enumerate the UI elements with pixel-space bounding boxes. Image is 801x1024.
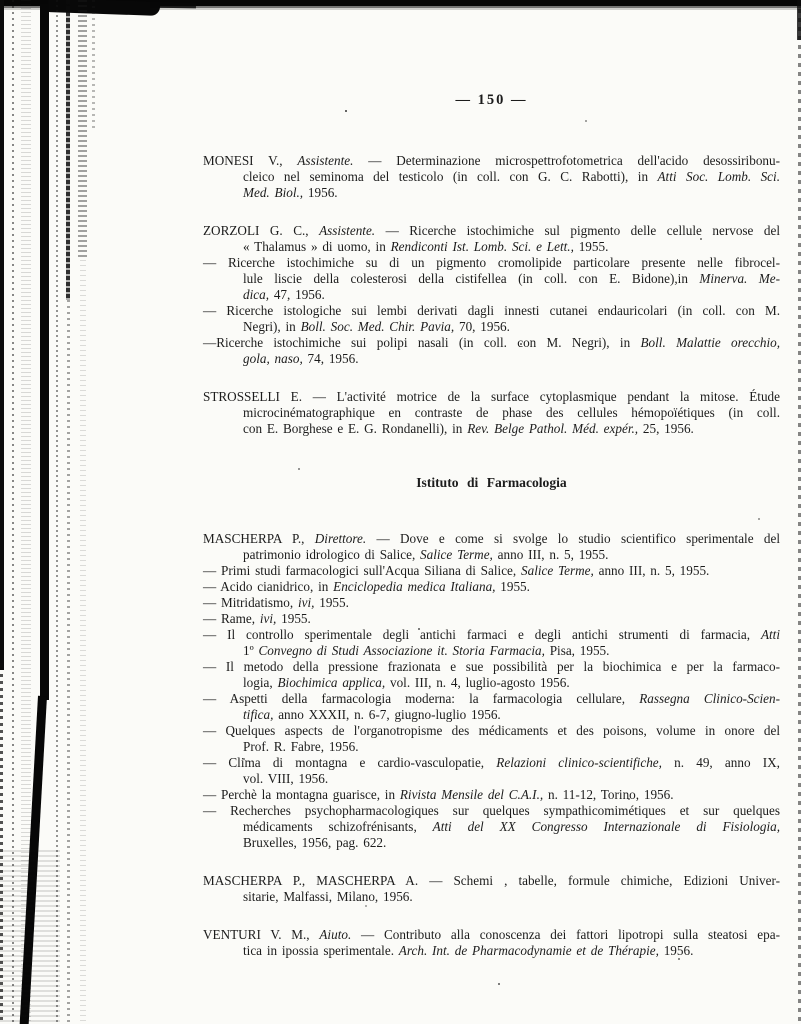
- bib-entry: [203, 627, 780, 659]
- bib-entry-line: STROSSELLI E. — L'activité motrice de la surface cytoplasmique pendant la mitose. Étude: [203, 389, 780, 404]
- bib-entry: [203, 787, 780, 803]
- left-binding-streak: [0, 0, 4, 670]
- left-binding-speckle: [78, 0, 87, 260]
- bib-entry-line: dica, 47, 1956.: [243, 287, 325, 302]
- bib-entry-line: « Thalamus » di uomo, in Rendiconti Ist. Lomb. Sci. e Lett., 1955.: [243, 239, 609, 254]
- ink-speckles: [0, 0, 2, 2]
- bib-entry-line: VENTURI V. M., Aiuto. — Contributo alla conoscenza dei fattori lipotropi sulla steatosi epa-: [203, 927, 780, 942]
- bib-entry-line: — Perchè la montagna guarisce, in Rivista Mensile del C.A.I., n. 11-12, Torino, 1956.: [203, 787, 674, 802]
- bib-entry-line: Negri), in Boll. Soc. Med. Chir. Pavia, 70, 1956.: [243, 319, 510, 334]
- bib-entry-line: — Il controllo sperimentale degli antichi farmaci e degli antichi strumenti di farmacia, Atti: [203, 627, 780, 642]
- bib-entry-line: MONESI V., Assistente. — Determinazione microspettrofotometrica dell'acido desossiribonu-: [203, 153, 780, 168]
- bib-entry-line: Bruxelles, 1956, pag. 622.: [243, 835, 387, 850]
- bib-entry: [203, 595, 780, 611]
- right-edge-scan-artifact: [797, 0, 801, 40]
- bib-entry: [203, 611, 780, 627]
- bib-entry: [203, 389, 780, 437]
- bib-entry: [203, 563, 780, 579]
- bib-entry: [203, 803, 780, 851]
- bottom-left-speckle: [0, 850, 60, 1024]
- bib-entry-line: ZORZOLI G. C., Assistente. — Ricerche istochimiche sul pigmento delle cellule nervose del: [203, 223, 780, 238]
- page-number: — 150 —: [455, 92, 528, 108]
- bib-entry-line: —Ricerche istochimiche sui polipi nasali (in coll. con M. Negri), in Boll. Malattie orecchio,: [203, 335, 780, 350]
- left-binding-streak: [66, 0, 70, 300]
- left-binding-speckle: [92, 0, 95, 130]
- bib-entry-line: gola, naso, 74, 1956.: [243, 351, 359, 366]
- bib-entry-line: 1º Convegno di Studi Associazione it. Storia Farmacia, Pisa, 1955.: [243, 643, 610, 658]
- bib-entry-line: — Recherches psychopharmacologiques sur quelques sympathicomimétiques et sur quelques: [203, 803, 780, 818]
- bib-entry-line: — Clima di montagna e cardio-vasculopatie, Relazioni clinico-scientifiche, n. 49, anno IX,: [203, 755, 780, 770]
- bib-entry-line: — Ricerche istochimiche su di un pigmento cromolipide particolare presente nelle fibrocel-: [203, 255, 780, 270]
- bib-entry-line: vol. VIII, 1956.: [243, 771, 329, 786]
- bib-entry: [203, 873, 780, 905]
- bib-entry-line: lule liscie della colesterosi della cistifellea (in coll. con E. Bidone),in Minerva. Me-: [243, 271, 781, 286]
- bib-entry: [203, 531, 780, 563]
- left-binding-streak: [56, 0, 58, 1024]
- bib-entry: [203, 579, 780, 595]
- bib-entry: [203, 723, 780, 755]
- bib-entry-line: médicaments schizofrénisants, Atti del XX Congresso Internazionale di Fisiologia,: [243, 819, 780, 834]
- bib-entry-line: Med. Biol., 1956.: [243, 185, 338, 200]
- bib-entry: [203, 303, 780, 335]
- left-binding-streak: [0, 660, 3, 1024]
- section-heading: Istituto di Farmacologia: [416, 475, 567, 490]
- bib-entry-line: — Primi studi farmacologici sull'Acqua Siliana di Salice, Salice Terme, anno III, n. 5, 1955.: [203, 563, 710, 578]
- bib-entry-line: MASCHERPA P., Direttore. — Dove e come si svolge lo studio scientifico sperimentale del: [203, 531, 780, 546]
- left-binding-streak: [12, 0, 14, 1024]
- bib-entry: [203, 335, 780, 367]
- bib-entry-line: — Il metodo della pressione frazionata e sue possibilità per la biochimica e per la farmaco-: [203, 659, 780, 674]
- bib-entry-line: patrimonio idrologico di Salice, Salice Terme, anno III, n. 5, 1955.: [243, 547, 609, 562]
- bib-entry-line: Prof. R. Fabre, 1956.: [243, 739, 359, 754]
- bib-entry: [203, 223, 780, 255]
- top-left-ink-blot: [48, 0, 160, 16]
- bib-entry-line: cleico nel seminoma del testicolo (in coll. con G. C. Rabotti), in Atti Soc. Lomb. Sci.: [243, 169, 780, 184]
- bib-entry-line: — Rame, ivi, 1955.: [203, 611, 311, 626]
- top-left-ink-blot: [150, 2, 196, 9]
- bib-entry: [203, 153, 780, 201]
- bib-entry: [203, 659, 780, 691]
- left-binding-streak-slanted: [19, 696, 47, 1024]
- bib-entry-line: — Ricerche istologiche sui lembi derivati dagli innesti cutanei endauricolari (in coll. con M.: [203, 303, 780, 318]
- bib-entry-line: MASCHERPA P., MASCHERPA A. — Schemi , tabelle, formule chimiche, Edizioni Univer-: [203, 873, 780, 888]
- bib-entry-line: — Quelques aspects de l'organotropisme des médicaments et des poisons, volume in onore del: [203, 723, 780, 738]
- bib-entry-line: logia, Biochimica applica, vol. III, n. 4, luglio-agosto 1956.: [243, 675, 570, 690]
- left-binding-streak: [67, 300, 70, 1024]
- bib-entry-line: — Mitridatismo, ivi, 1955.: [203, 595, 349, 610]
- bib-entry: [203, 255, 780, 303]
- left-binding-speckle: [21, 0, 31, 1024]
- bib-entry-line: — Aspetti della farmacologia moderna: la farmacologia cellulare, Rassegna Clinico-Scien-: [203, 691, 781, 706]
- bib-entry: [203, 691, 780, 723]
- bib-entry-line: microcinématographique en contraste de phase des cellules hémopoïétiques (in coll.: [243, 405, 780, 420]
- bib-entry-line: sitarie, Malfassi, Milano, 1956.: [243, 889, 413, 904]
- left-binding-streak: [40, 4, 49, 700]
- left-binding-speckle: [80, 260, 86, 1024]
- page-content: [203, 0, 780, 959]
- bib-entry-line: con E. Borghese e E. G. Rondanelli), in Rev. Belge Pathol. Méd. expér., 25, 1956.: [243, 421, 694, 436]
- bib-entry: [203, 927, 780, 959]
- bib-entry-line: tifica, anno XXXII, n. 6-7, giugno-luglio 1956.: [243, 707, 501, 722]
- bib-entry-line: tica in ipossia sperimentale. Arch. Int. de Pharmacodynamie et de Thérapie, 1956.: [243, 943, 694, 958]
- bib-entry-line: — Acido cianidrico, in Enciclopedia medica Italiana, 1955.: [203, 579, 530, 594]
- bib-entry: [203, 755, 780, 787]
